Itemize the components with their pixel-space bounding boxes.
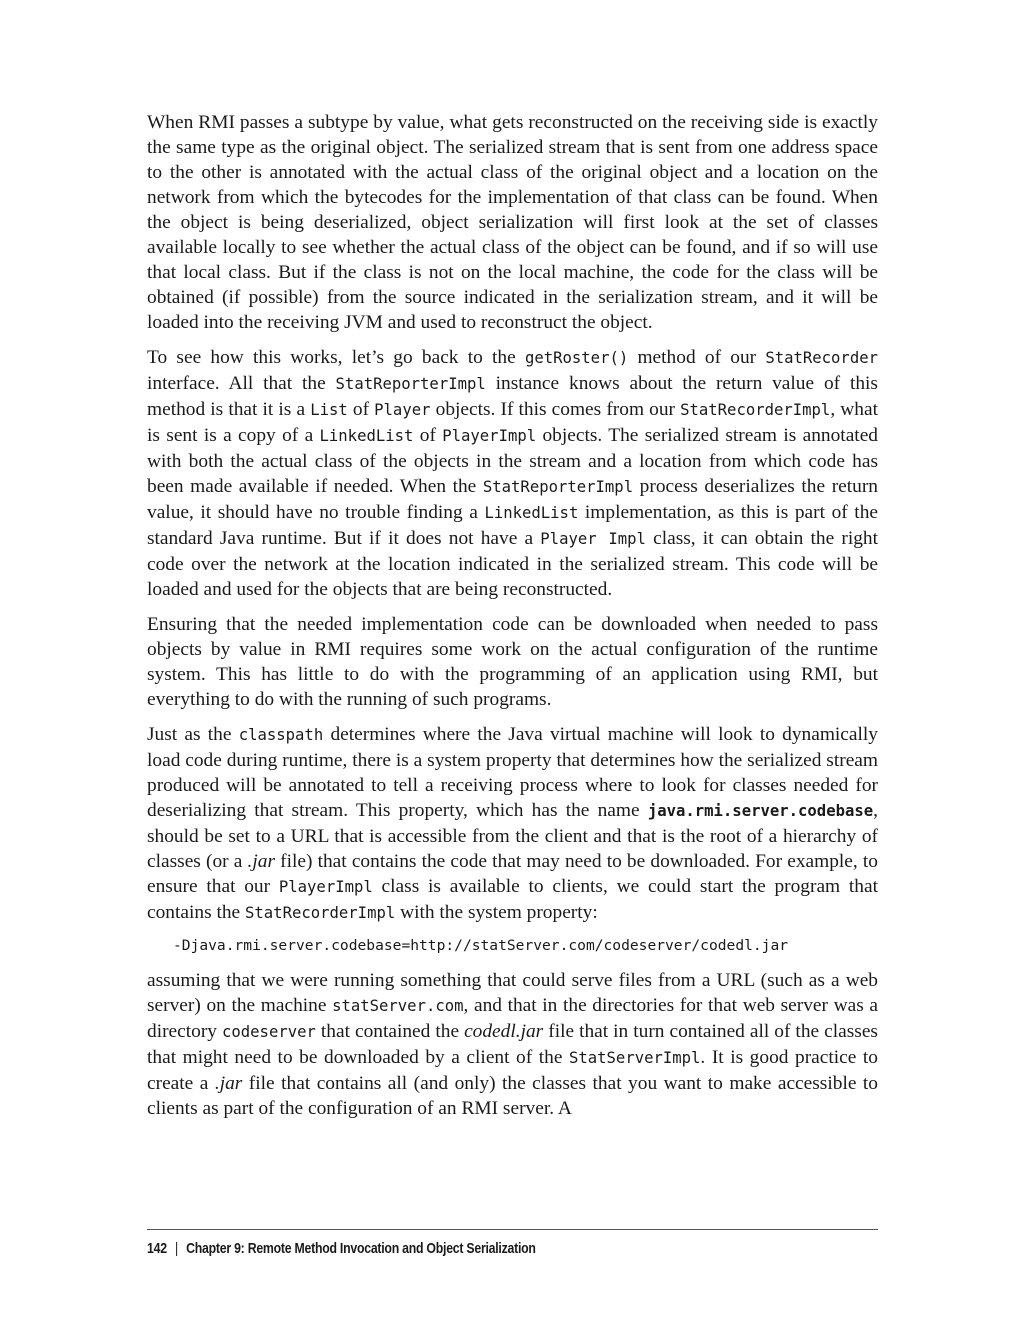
inline-code: Player	[374, 401, 431, 419]
paragraph	[147, 110, 878, 335]
text-run: interface. All that the	[147, 373, 336, 394]
text-run: file that contains all (and only) the classes that you want to make accessible to clients as part of the configuration of an RMI server. A	[147, 1073, 878, 1119]
text-run: objects. The serialized stream is annotated with both the actual class of the objects in the stream and a location from which code has been made available if needed. When the	[147, 425, 878, 497]
footer-separator: |	[174, 1240, 178, 1257]
inline-code: PlayerImpl	[278, 878, 373, 896]
footer-rule	[147, 1229, 878, 1230]
text-run: of	[347, 399, 375, 420]
page-body	[147, 110, 878, 1131]
body-text-before-code	[147, 110, 878, 926]
inline-code: StatReporterImpl	[482, 478, 634, 496]
text-run: Just as the	[147, 724, 239, 745]
inline-code: LinkedList	[484, 504, 579, 522]
inline-code: List	[310, 401, 348, 419]
paragraph	[147, 345, 878, 602]
italic-filename: .jar	[247, 851, 275, 872]
body-text-after-code	[147, 968, 878, 1121]
page-footer	[147, 1240, 536, 1257]
text-run: Ensuring that the needed implementation code can be downloaded when needed to pass objects by value in RMI requires some work on the actual configuration of the runtime system. This has little to do with the programming of an application using RMI, but everything to do with the running of such programs.	[147, 614, 878, 710]
paragraph	[147, 612, 878, 712]
text-run: file) that contains the code that may need to be downloaded. For example, to ensure that our	[147, 851, 878, 897]
inline-code: statServer.com	[332, 997, 464, 1015]
text-run: When RMI passes a subtype by value, what gets reconstructed on the receiving side is exactly the same type as the original object. The serialized stream that is sent from one address space to the other is annotated with the actual class of the original object and a location on the network from which the bytecodes for the implementation of that class can be found. When the object is being deserialized, object serialization will first look at the set of classes available locally to see whether the actual class of the object can be found, and if so will use that local class. But if the class is not on the local machine, the code for the class will be obtained (if possible) from the source indicated in the serialization stream, and it will be loaded into the receiving JVM and used to reconstruct the object.	[147, 112, 878, 333]
text-run: with the system property:	[395, 902, 598, 923]
text-run: assuming that we were running something that could serve files from a URL (such as a web server) on the machine	[147, 970, 878, 1016]
inline-code: codeserver	[222, 1023, 316, 1041]
inline-code: StatRecorderImpl	[680, 401, 831, 419]
italic-filename: codedl.jar	[464, 1021, 544, 1042]
inline-code: StatRecorder	[765, 349, 878, 367]
paragraph	[147, 722, 878, 926]
chapter-title: Chapter 9: Remote Method Invocation and Object Serialization	[186, 1240, 536, 1257]
text-run: , what is sent is a copy of a	[147, 399, 878, 446]
text-run: To see how this works, let’s go back to the	[147, 347, 525, 368]
text-run: implementation, as this is part of the standard Java runtime. But if it does not have a	[147, 502, 878, 549]
page-number: 142	[147, 1240, 167, 1257]
text-run: class is available to clients, we could start the program that contains the	[147, 876, 878, 923]
text-run: class, it can obtain the right code over the network at the location indicated in the serialized stream. This code will be loaded and used for the objects that are being reconstructed.	[147, 528, 878, 600]
text-run: . It is good practice to create a	[147, 1047, 878, 1094]
text-run: method of our	[628, 347, 766, 368]
inline-code: StatRecorderImpl	[245, 904, 396, 922]
italic-filename: .jar	[214, 1073, 243, 1094]
text-run: determines where the Java virtual machine will look to dynamically load code during runtime, there is a system property that determines how the serialized stream produced will be annotated to tell a receiving process where to look for classes needed for deserializing that stream. This property, which has the name	[147, 724, 878, 821]
text-run: of	[413, 425, 443, 446]
inline-code: Player Impl	[540, 530, 646, 548]
inline-code: classpath	[238, 726, 324, 744]
inline-code: StatReporterImpl	[335, 375, 486, 393]
text-run: instance knows about the return value of this method is that it is a	[147, 373, 878, 420]
text-run: file that in turn contained all of the classes that might need to be downloaded by a client of the	[147, 1021, 878, 1068]
inline-code: StatServerImpl	[568, 1049, 701, 1067]
inline-code: PlayerImpl	[442, 427, 537, 445]
code-block: -Djava.rmi.server.codebase=http://statServer.com/codeserver/codedl.jar	[173, 937, 789, 954]
text-run: , should be set to a URL that is accessible from the client and that is the root of a hierarchy of classes (or a	[147, 800, 878, 872]
inline-code: getRoster()	[524, 349, 629, 367]
inline-code-bold: java.rmi.server.codebase	[647, 802, 874, 820]
paragraph	[147, 968, 878, 1121]
text-run: , and that in the directories for that web server was a directory	[147, 995, 878, 1042]
text-run: objects. If this comes from our	[430, 399, 681, 420]
text-run: that contained the	[315, 1021, 465, 1042]
inline-code: LinkedList	[319, 427, 414, 445]
text-run: process deserializes the return value, it should have no trouble finding a	[147, 476, 878, 523]
